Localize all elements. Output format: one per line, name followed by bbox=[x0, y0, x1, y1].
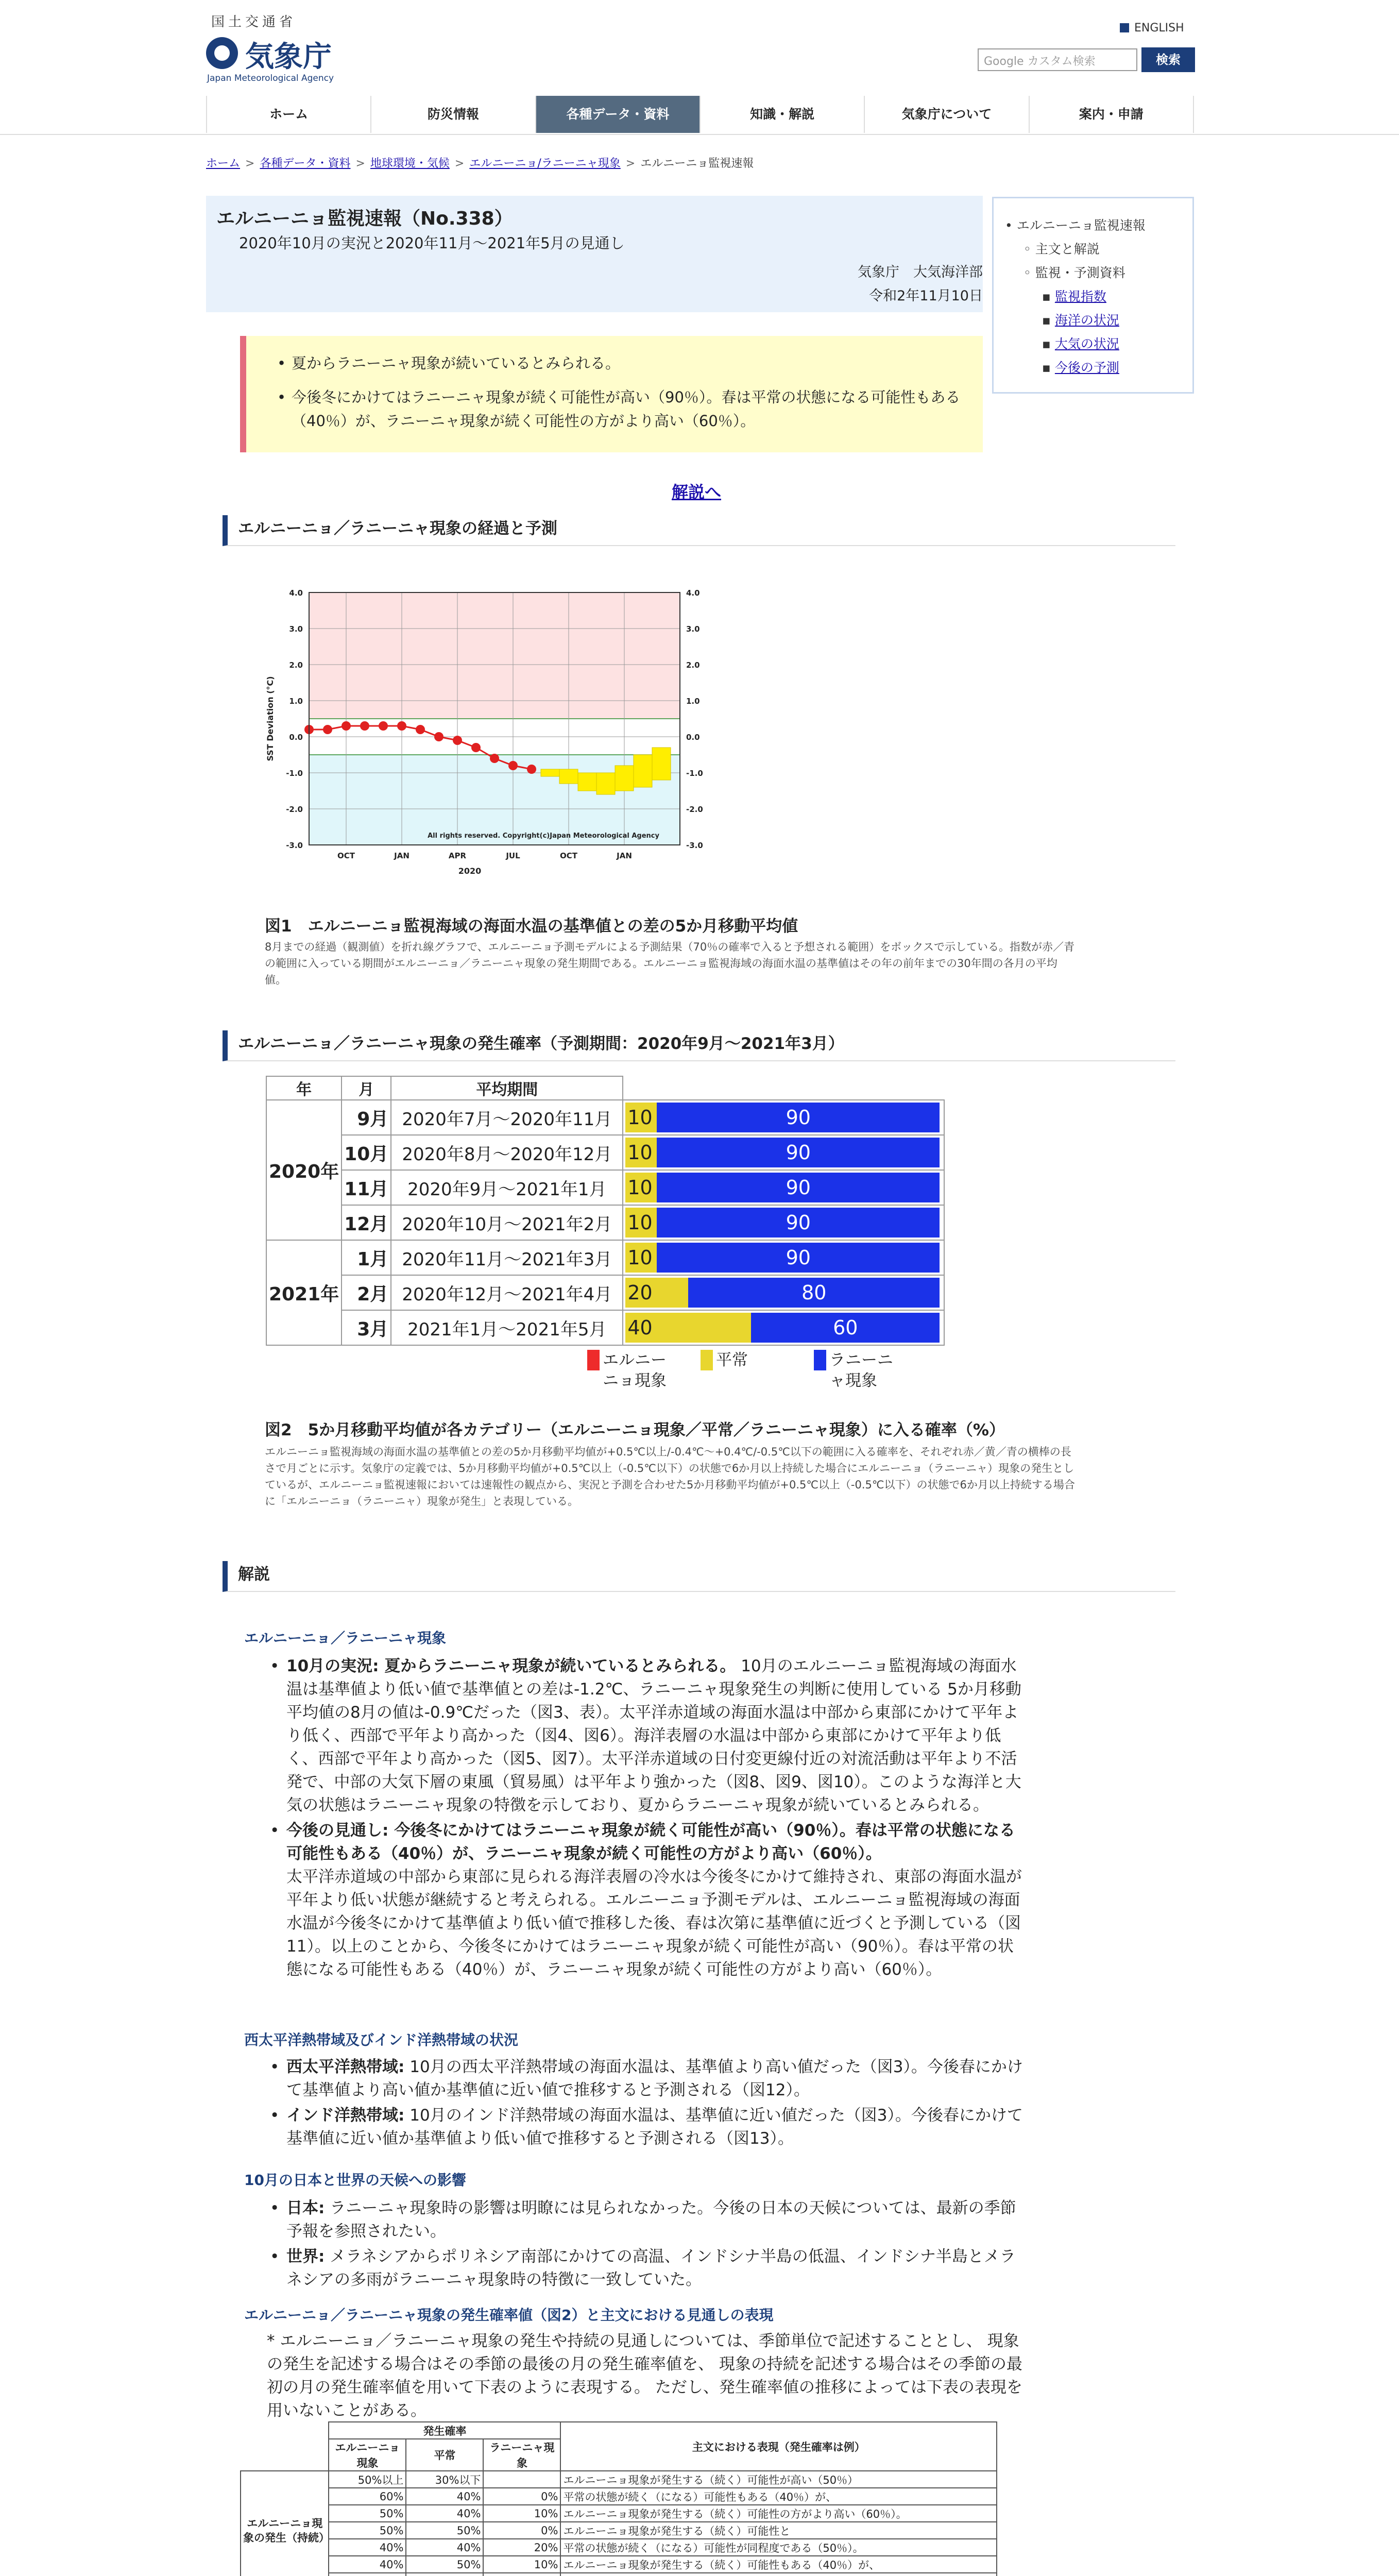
forecast-range-box bbox=[634, 755, 652, 787]
nav-item[interactable]: 各種データ・資料 bbox=[535, 96, 699, 133]
issuing-org: 気象庁 大気海洋部 bbox=[858, 264, 983, 280]
probability-cell bbox=[483, 2573, 560, 2576]
observed-point bbox=[323, 725, 332, 734]
year-cell: 2021年 bbox=[266, 1240, 342, 1345]
weather-impact-list bbox=[286, 2197, 1028, 2294]
outlook-text: 太平洋赤道域の中部から東部に見られる海洋表層の冷水は今後冬にかけて維持され、東部の海面水温が平年より低い状態が継続すると考えられる。エルニーニョ予測モデルは、エルニーニョ監視海域の海面水温が今後冬にかけて基準値より低い値で推移した後、春は次第に基準値に近づくと予測している（図11）。以上のことから、今後冬にかけてはラニーニャ現象が続く可能性が高い（90％）。春は平常の状態になる可能性もある（40％）が、ラニーニャ現象が続く可能性の方がより高い（60％）。 bbox=[286, 1868, 1022, 1979]
expression-row bbox=[241, 2505, 997, 2522]
site-header bbox=[0, 0, 1399, 135]
lanina-probability-segment: 90 bbox=[657, 1243, 940, 1273]
current-status-text: 10月のエルニーニョ監視海域の海面水温は基準値より低い値で基準値との差は-1.2℃、ラニーニャ現象発生の判断に使用している 5か月移動平均値の8月の値は-0.9℃だった（図3、表）。太平洋赤道域の海面水温は中部から東部にかけて平年より低く、西部で平年より高かった（図4、図6）。海洋表層の水温は中部から東部にかけて平年より低く、西部で平年より高かった（図5、図7）。太平洋赤道域の日付変更線付近の対流活動は平年より不活発で、中部の大気下層の東風（貿易風）は平年より強かった（図8、図9、図10）。このような海洋と大気の状態はラニーニャ現象の特徴を示しており、夏からラニーニャ現象が続いているとみられる。 bbox=[286, 1657, 1021, 1815]
nav-item[interactable]: 防災情報 bbox=[370, 96, 535, 133]
world-label: 世界: bbox=[286, 2247, 325, 2266]
period-cell: 2020年12月～2021年4月 bbox=[391, 1275, 623, 1310]
search-input[interactable]: Google カスタム検索 bbox=[978, 48, 1137, 71]
probability-bar-cell bbox=[623, 1100, 944, 1135]
toc-root: • エルニーニョ監視速報 bbox=[1005, 214, 1181, 238]
forecast-range-box bbox=[541, 769, 559, 776]
observed-point bbox=[360, 721, 369, 731]
expression-cell: エルニーニョ現象が発生する（続く）可能性の方がより高い（60％）。 bbox=[560, 2505, 997, 2522]
japan-text: ラニーニャ現象時の影響は明瞭には見られなかった。今後の日本の天候については、最新の季節予報を参照されたい。 bbox=[286, 2199, 1016, 2241]
subheading-enso: エルニーニョ／ラニーニャ現象 bbox=[244, 1630, 447, 1647]
japan-label: 日本: bbox=[286, 2199, 325, 2217]
indian-ocean-text: 10月のインド洋熱帯域の海面水温は、基準値に近い値だった（図3）。今後春にかけて基準値に近い値か基準値より低い値で推移すると予測される（図13）。 bbox=[286, 2106, 1023, 2148]
normal-probability-segment: 10 bbox=[625, 1173, 657, 1202]
y-tick-label-right: 4.0 bbox=[686, 588, 700, 598]
probability-cell: 40% bbox=[329, 2556, 406, 2573]
month-cell: 9月 bbox=[342, 1100, 391, 1135]
lanina-probability-segment: 60 bbox=[751, 1313, 940, 1343]
observed-point bbox=[416, 725, 425, 734]
nav-item[interactable]: 知識・解説 bbox=[699, 96, 864, 133]
nav-item[interactable]: 案内・申請 bbox=[1029, 96, 1194, 133]
summary-item: • 夏からラニーニャ現象が続いているとみられる。 bbox=[277, 351, 962, 375]
jma-logo[interactable] bbox=[206, 32, 340, 83]
y-tick-label-right: 0.0 bbox=[686, 733, 700, 742]
forecast-range-box bbox=[578, 773, 596, 791]
west-pacific-text: 10月の西太平洋熱帯域の海面水温は、基準値より高い値だった（図3）。今後春にかけて基準値より高い値か基準値に近い値で推移すると予測される（図12）。 bbox=[286, 2058, 1023, 2099]
month-cell: 3月 bbox=[342, 1310, 391, 1345]
forecast-range-box bbox=[596, 773, 615, 794]
tropics-list bbox=[286, 2056, 1028, 2153]
probability-cell: 10% bbox=[483, 2505, 560, 2522]
month-cell: 11月 bbox=[342, 1170, 391, 1205]
y-tick-label-right: -2.0 bbox=[686, 805, 703, 814]
x-tick-label: OCT bbox=[560, 851, 577, 860]
period-cell: 2020年10月～2021年2月 bbox=[391, 1205, 623, 1240]
probability-bar-cell bbox=[623, 1310, 944, 1345]
period-cell: 2020年8月～2020年12月 bbox=[391, 1135, 623, 1170]
subheading-weather-impact: 10月の日本と世界の天候への影響 bbox=[244, 2172, 466, 2189]
probability-cell: 30%以下 bbox=[406, 2471, 483, 2488]
figure1-title: 図1 エルニーニョ監視海域の海面水温の基準値との差の5か月移動平均値 bbox=[265, 917, 798, 936]
month-cell: 2月 bbox=[342, 1275, 391, 1310]
probability-row bbox=[266, 1240, 944, 1275]
logo-name: 気象庁 bbox=[245, 40, 332, 74]
outlook-lead: 今後の見通し: 今後冬にかけてはラニーニャ現象が続く可能性が高い（90％）。春は平常の状態になる可能性もある（40％）が、ラニーニャ現象が続く可能性の方がより高い（60％）。 bbox=[286, 1821, 1015, 1863]
probability-cell: 50% bbox=[406, 2556, 483, 2573]
probability-row bbox=[266, 1100, 944, 1135]
year-cell: 2020年 bbox=[266, 1100, 342, 1240]
probability-row bbox=[266, 1170, 944, 1205]
summary-item: • 今後冬にかけてはラニーニャ現象が続く可能性が高い（90％）。春は平常の状態になる可能性もある（40％）が、ラニーニャ現象が続く可能性の方がより高い（60％）。 bbox=[277, 385, 962, 433]
y-tick-label-right: -1.0 bbox=[686, 769, 703, 778]
toc-item-materials: ◦ 監視・予測資料 bbox=[1005, 261, 1181, 285]
section-heading-probability: エルニーニョ／ラニーニャ現象の発生確率（予測期間：2020年9月～2021年3月） bbox=[223, 1030, 1175, 1061]
probability-bar bbox=[625, 1138, 940, 1167]
y-tick-label-right: 3.0 bbox=[686, 624, 700, 634]
expression-row bbox=[241, 2522, 997, 2539]
category-cell: エルニーニョ現象の発生（持続） bbox=[241, 2471, 329, 2576]
probability-cell: 50%以上 bbox=[329, 2471, 406, 2488]
y-tick-label-left: 1.0 bbox=[289, 697, 303, 706]
y-tick-label-right: -3.0 bbox=[686, 841, 703, 850]
header-expression: 主文における表現（発生確率は例） bbox=[560, 2422, 997, 2471]
forecast-range-box bbox=[559, 769, 578, 784]
y-tick-label-left: -2.0 bbox=[286, 805, 303, 814]
probability-cell bbox=[329, 2573, 406, 2576]
summary-box bbox=[240, 336, 983, 452]
normal-probability-segment: 10 bbox=[625, 1103, 657, 1132]
y-tick-label-left: -1.0 bbox=[286, 769, 303, 778]
breadcrumb bbox=[206, 155, 754, 171]
commentary-link[interactable]: 解説へ bbox=[672, 482, 722, 502]
y-tick-label-left: 3.0 bbox=[289, 624, 303, 634]
probability-cell: 50% bbox=[329, 2505, 406, 2522]
probability-row bbox=[266, 1275, 944, 1310]
y-tick-label-left: -3.0 bbox=[286, 841, 303, 850]
toc-link-atmosphere[interactable]: 大気の状況 bbox=[1054, 336, 1119, 351]
normal-probability-segment: 10 bbox=[625, 1208, 657, 1238]
expression-cell: エルニーニョ現象が発生する（続く）可能性と bbox=[560, 2522, 997, 2539]
section-heading-commentary: 解説 bbox=[223, 1561, 1175, 1592]
month-cell: 12月 bbox=[342, 1205, 391, 1240]
expression-cell: 平常の状態が続く（になる）可能性もある（40％）が、 bbox=[560, 2488, 997, 2505]
x-tick-label: JUL bbox=[506, 851, 520, 860]
observed-point bbox=[490, 754, 499, 763]
observed-point bbox=[453, 736, 462, 745]
probability-legend bbox=[587, 1350, 907, 1391]
probability-cell: 40% bbox=[329, 2539, 406, 2556]
expression-cell: エルニーニョ現象が発生する（続く）可能性が高い（50％） bbox=[560, 2471, 997, 2488]
breadcrumb-separator: > bbox=[454, 157, 465, 170]
probability-bar-cell bbox=[623, 1205, 944, 1240]
lanina-probability-segment: 90 bbox=[657, 1138, 940, 1167]
probability-bar bbox=[625, 1278, 940, 1308]
breadcrumb-link[interactable]: 地球環境・気候 bbox=[370, 157, 450, 170]
breadcrumb-link[interactable]: ホーム bbox=[206, 157, 241, 170]
world-text: メラネシアからポリネシア南部にかけての高温、インドシナ半島の低温、インドシナ半島とメラネシアの多雨がラニーニャ現象時の特徴に一致していた。 bbox=[286, 2247, 1016, 2289]
header-probability: 発生確率 bbox=[329, 2422, 560, 2439]
search-button[interactable]: 検索 bbox=[1141, 47, 1195, 72]
expression-row bbox=[241, 2556, 997, 2573]
header-lanina: ラニーニャ現象 bbox=[483, 2439, 560, 2471]
month-cell: 10月 bbox=[342, 1135, 391, 1170]
page-subtitle: 2020年10月の実況と2020年11月～2021年5月の見通し bbox=[239, 234, 625, 252]
col-header-year: 年 bbox=[266, 1076, 342, 1100]
list-item bbox=[286, 1655, 1028, 1817]
legend-item bbox=[701, 1350, 793, 1391]
y-axis-label: SST Deviation (°C) bbox=[265, 676, 275, 761]
legend-swatch bbox=[814, 1350, 826, 1370]
observed-point bbox=[527, 765, 536, 774]
x-tick-label: OCT bbox=[337, 851, 355, 860]
probability-bar-cell bbox=[623, 1135, 944, 1170]
normal-probability-segment: 10 bbox=[625, 1138, 657, 1167]
list-item bbox=[286, 1819, 1028, 1981]
toc-link-ocean[interactable]: 海洋の状況 bbox=[1054, 313, 1119, 328]
probability-cell: 40% bbox=[406, 2539, 483, 2556]
probability-cell: 50% bbox=[329, 2522, 406, 2539]
legend-label: ラニーニャ現象 bbox=[829, 1351, 893, 1390]
normal-probability-segment: 20 bbox=[625, 1278, 688, 1308]
breadcrumb-separator: > bbox=[625, 157, 636, 170]
lanina-probability-segment: 80 bbox=[688, 1278, 940, 1308]
col-header-period: 平均期間 bbox=[391, 1076, 623, 1100]
expression-row bbox=[241, 2539, 997, 2556]
logo-english-name: Japan Meteorological Agency bbox=[207, 73, 334, 83]
breadcrumb-link[interactable]: エルニーニョ/ラニーニャ現象 bbox=[469, 157, 621, 170]
sst-deviation-chart bbox=[258, 582, 762, 891]
probability-cell bbox=[483, 2471, 560, 2488]
toc-link-indices[interactable]: 監視指数 bbox=[1054, 289, 1106, 304]
title-box bbox=[206, 196, 983, 312]
expression-cell: エルニーニョ現象が発生する（続く）可能性もある（40％）が、 bbox=[560, 2556, 997, 2573]
normal-probability-segment: 40 bbox=[625, 1313, 751, 1343]
figure2-caption: エルニーニョ監視海域の海面水温の基準値との差の5か月移動平均値が+0.5℃以上/-0.4℃～+0.4℃/-0.5℃以下の範囲に入る確率を、それぞれ赤／黄／青の横棒の長さで月ごとに示す。気象庁の定義では、5か月移動平均値が+0.5℃以上（-0.5℃以下）の状態で6か月以上持続した場合にエルニーニョ（ラニーニャ）現象の発生としているが、エルニーニョ監視速報においては速報性の観点から、実況と予測を合わせた5か月移動平均値が+0.5℃以上（-0.5℃以下）の状態で6か月以上持続する場合に「エルニーニョ（ラニーニャ）現象が発生」と表現している。 bbox=[265, 1446, 1075, 1507]
figure2-title: 図2 5か月移動平均値が各カテゴリー（エルニーニョ現象／平常／ラニーニャ現象）に入る確率（%） bbox=[265, 1421, 1005, 1439]
probability-table bbox=[266, 1076, 945, 1346]
forecast-range-box bbox=[615, 766, 634, 791]
normal-probability-segment: 10 bbox=[625, 1243, 657, 1273]
probability-cell: 20% bbox=[483, 2539, 560, 2556]
breadcrumb-link[interactable]: 各種データ・資料 bbox=[260, 157, 351, 170]
west-pacific-label: 西太平洋熱帯域: bbox=[286, 2058, 405, 2076]
legend-label: エルニーニョ現象 bbox=[603, 1351, 667, 1390]
nav-item[interactable]: 気象庁について bbox=[864, 96, 1028, 133]
list-item bbox=[286, 2245, 1028, 2292]
observed-point bbox=[397, 721, 406, 731]
page-title: エルニーニョ監視速報（No.338） bbox=[216, 208, 513, 229]
probability-bar-cell bbox=[623, 1275, 944, 1310]
section-heading-trend: エルニーニョ／ラニーニャ現象の経過と予測 bbox=[223, 515, 1175, 546]
table-of-contents bbox=[992, 197, 1194, 394]
y-tick-label-right: 1.0 bbox=[686, 697, 700, 706]
probability-bar bbox=[625, 1173, 940, 1202]
probability-bar bbox=[625, 1208, 940, 1238]
x-tick-label: JAN bbox=[394, 851, 410, 860]
probability-bar bbox=[625, 1103, 940, 1132]
observed-point bbox=[434, 732, 443, 741]
probability-row bbox=[266, 1135, 944, 1170]
probability-cell: 60% bbox=[329, 2488, 406, 2505]
legend-item bbox=[587, 1350, 680, 1391]
main-nav bbox=[206, 96, 1194, 133]
col-header-month: 月 bbox=[342, 1076, 391, 1100]
issue-date: 令和2年11月10日 bbox=[869, 288, 983, 304]
subheading-expressions: エルニーニョ／ラニーニャ現象の発生確率値（図2）と主文における見通しの表現 bbox=[244, 2307, 774, 2324]
y-tick-label-right: 2.0 bbox=[686, 660, 700, 670]
legend-swatch bbox=[701, 1350, 713, 1370]
probability-bar bbox=[625, 1243, 940, 1273]
period-cell: 2020年11月～2021年3月 bbox=[391, 1240, 623, 1275]
forecast-range-box bbox=[652, 748, 671, 780]
list-item bbox=[286, 2056, 1028, 2102]
probability-cell: 40% bbox=[406, 2488, 483, 2505]
probability-row bbox=[266, 1205, 944, 1240]
jma-logo-icon bbox=[206, 37, 238, 69]
expression-note: * エルニーニョ／ラニーニャ現象の発生や持続の見通しについては、季節単位で記述することとし、 現象の発生を記述する場合はその季節の最後の月の発生確率値を、 現象の持続を記述する場合はその季節の最初の月の発生確率値を用いて下表のように表現する。 ただし、発生確率値の推移によっては下表の表現を用いないことがある。 bbox=[267, 2332, 1022, 2420]
expression-row bbox=[241, 2573, 997, 2576]
lanina-probability-segment: 90 bbox=[657, 1208, 940, 1238]
expression-cell bbox=[560, 2573, 997, 2576]
figure1-caption: 8月までの経過（観測値）を折れ線グラフで、エルニーニョ予測モデルによる予測結果（70％の確率で入ると予想される範囲）をボックスで示している。指数が赤／青の範囲に入っている期間がエルニーニョ／ラニーニャ現象の発生期間である。エルニーニョ監視海域の海面水温の基準値はその年の前年までの30年間の各月の平均値。 bbox=[265, 941, 1075, 986]
enso-commentary-list bbox=[286, 1655, 1028, 1984]
expression-cell: 平常の状態が続く（になる）可能性が同程度である（50％）。 bbox=[560, 2539, 997, 2556]
breadcrumb-current: エルニーニョ監視速報 bbox=[640, 157, 754, 170]
probability-cell: 0% bbox=[483, 2522, 560, 2539]
month-cell: 1月 bbox=[342, 1240, 391, 1275]
legend-item bbox=[814, 1350, 907, 1391]
observed-point bbox=[508, 761, 518, 770]
y-tick-label-left: 4.0 bbox=[289, 588, 303, 598]
toc-item-main: ◦ 主文と解説 bbox=[1005, 238, 1181, 261]
header-normal: 平常 bbox=[406, 2439, 483, 2471]
expression-row bbox=[241, 2471, 997, 2488]
subheading-tropics: 西太平洋熱帯域及びインド洋熱帯域の状況 bbox=[244, 2031, 519, 2048]
expression-row bbox=[241, 2488, 997, 2505]
header-elnino: エルニーニョ現象 bbox=[329, 2439, 406, 2471]
x-tick-label: JAN bbox=[617, 851, 632, 860]
probability-cell bbox=[406, 2573, 483, 2576]
lanina-probability-segment: 90 bbox=[657, 1173, 940, 1202]
x-tick-label: APR bbox=[448, 851, 467, 860]
breadcrumb-separator: > bbox=[245, 157, 255, 170]
breadcrumb-separator: > bbox=[355, 157, 365, 170]
indian-ocean-label: インド洋熱帯域: bbox=[286, 2106, 405, 2125]
probability-bar-cell bbox=[623, 1240, 944, 1275]
period-cell: 2021年1月～2021年5月 bbox=[391, 1310, 623, 1345]
y-tick-label-left: 0.0 bbox=[289, 733, 303, 742]
observed-point bbox=[471, 743, 481, 752]
y-tick-label-left: 2.0 bbox=[289, 660, 303, 670]
probability-cell: 10% bbox=[483, 2556, 560, 2573]
nav-item[interactable]: ホーム bbox=[206, 96, 370, 133]
observed-point bbox=[379, 721, 388, 731]
x-axis-label: 2020 bbox=[458, 866, 482, 876]
list-item bbox=[286, 2197, 1028, 2243]
chart-copyright: All rights reserved. Copyright(c)Japan Meteorological Agency bbox=[428, 832, 659, 840]
observed-point bbox=[342, 721, 351, 731]
legend-swatch bbox=[587, 1350, 600, 1370]
english-link[interactable]: ENGLISH bbox=[1120, 22, 1184, 35]
lanina-probability-segment: 90 bbox=[657, 1103, 940, 1132]
probability-cell: 50% bbox=[406, 2522, 483, 2539]
probability-row bbox=[266, 1310, 944, 1345]
current-status-lead: 10月の実況: 夏からラニーニャ現象が続いているとみられる。 bbox=[286, 1657, 736, 1675]
legend-label: 平常 bbox=[716, 1351, 748, 1369]
probability-cell: 40% bbox=[406, 2505, 483, 2522]
probability-cell: 0% bbox=[483, 2488, 560, 2505]
list-item bbox=[286, 2104, 1028, 2150]
expression-table bbox=[240, 2421, 997, 2576]
period-cell: 2020年7月～2020年11月 bbox=[391, 1100, 623, 1135]
toc-link-forecast[interactable]: 今後の予測 bbox=[1054, 360, 1119, 375]
ministry-label: 国土交通省 bbox=[211, 14, 297, 30]
probability-bar-cell bbox=[623, 1170, 944, 1205]
period-cell: 2020年9月～2021年1月 bbox=[391, 1170, 623, 1205]
probability-bar bbox=[625, 1313, 940, 1343]
